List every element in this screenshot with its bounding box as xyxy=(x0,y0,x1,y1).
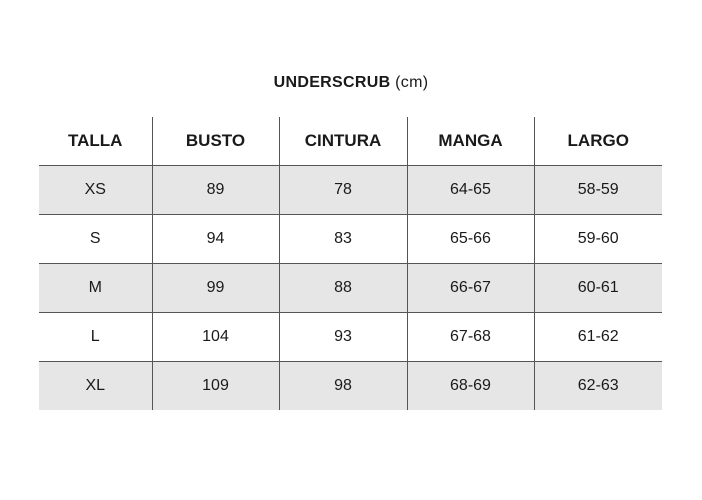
header-row xyxy=(39,117,662,166)
cell-busto: 109 xyxy=(152,362,279,411)
cell-largo: 61-62 xyxy=(534,313,662,362)
cell-busto: 99 xyxy=(152,264,279,313)
table-row xyxy=(39,313,662,362)
cell-cintura: 93 xyxy=(279,313,407,362)
cell-manga: 64-65 xyxy=(407,166,534,215)
cell-talla: L xyxy=(39,313,152,362)
title-main: UNDERSCRUB xyxy=(273,74,391,91)
cell-busto: 94 xyxy=(152,215,279,264)
cell-cintura: 78 xyxy=(279,166,407,215)
table-row xyxy=(39,264,662,313)
cell-cintura: 88 xyxy=(279,264,407,313)
header-cintura: CINTURA xyxy=(279,117,407,166)
cell-busto: 104 xyxy=(152,313,279,362)
cell-largo: 59-60 xyxy=(534,215,662,264)
size-table xyxy=(39,117,662,410)
cell-talla: M xyxy=(39,264,152,313)
table-row xyxy=(39,362,662,411)
cell-cintura: 98 xyxy=(279,362,407,411)
cell-manga: 68-69 xyxy=(407,362,534,411)
cell-talla: XL xyxy=(39,362,152,411)
header-largo: LARGO xyxy=(534,117,662,166)
cell-busto: 89 xyxy=(152,166,279,215)
cell-cintura: 83 xyxy=(279,215,407,264)
header-manga: MANGA xyxy=(407,117,534,166)
table-row xyxy=(39,215,662,264)
cell-talla: XS xyxy=(39,166,152,215)
cell-largo: 62-63 xyxy=(534,362,662,411)
cell-manga: 65-66 xyxy=(407,215,534,264)
title-unit: (cm) xyxy=(395,74,429,91)
table-row xyxy=(39,166,662,215)
cell-largo: 60-61 xyxy=(534,264,662,313)
cell-largo: 58-59 xyxy=(534,166,662,215)
cell-manga: 67-68 xyxy=(407,313,534,362)
chart-title xyxy=(0,74,702,92)
header-busto: BUSTO xyxy=(152,117,279,166)
cell-manga: 66-67 xyxy=(407,264,534,313)
cell-talla: S xyxy=(39,215,152,264)
header-talla: TALLA xyxy=(39,117,152,166)
